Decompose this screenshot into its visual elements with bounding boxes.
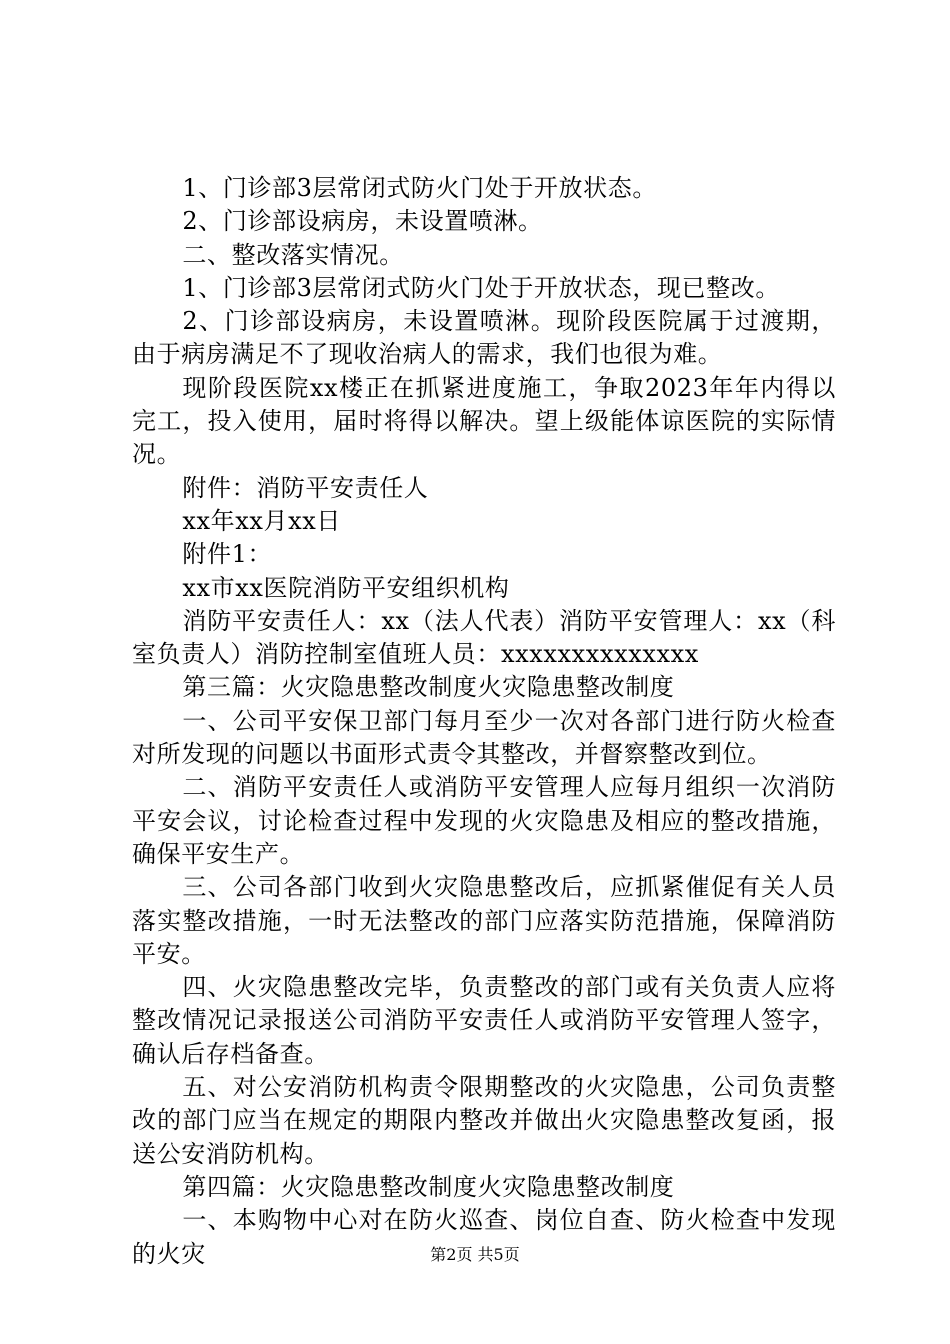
page-number: 第2页 共5页: [430, 1245, 520, 1264]
paragraph: 四、火灾隐患整改完毕，负责整改的部门或有关负责人应将整改情况记录报送公司消防平安责任人或消防平安管理人签字，确认后存档备查。: [132, 973, 836, 1068]
paragraph: 2、门诊部设病房，未设置喷淋。: [182, 207, 543, 236]
paragraph: 三、公司各部门收到火灾隐患整改后，应抓紧催促有关人员落实整改措施，一时无法整改的部门应落实防范措施，保障消防平安。: [132, 873, 836, 968]
date-line: xx年xx月xx日: [182, 506, 342, 535]
page-footer: [0, 1244, 950, 1266]
attachment-label: 附件1：: [182, 540, 273, 569]
paragraph: 消防平安责任人：xx（法人代表）消防平安管理人：xx（科室负责人）消防控制室值班人员：xxxxxxxxxxxxxx: [132, 606, 836, 669]
paragraph: 一、公司平安保卫部门每月至少一次对各部门进行防火检查对所发现的问题以书面形式责令其整改，并督察整改到位。: [132, 706, 836, 769]
section-heading: 二、整改落实情况。: [182, 240, 404, 269]
paragraph: 一、本购物中心对在防火巡查、岗位自查、防火检查中发现的火灾: [132, 1206, 836, 1268]
paragraph: 1、门诊部3层常闭式防火门处于开放状态。: [182, 174, 657, 202]
chapter-heading: 第三篇：火灾隐患整改制度火灾隐患整改制度: [182, 673, 675, 702]
paragraph: 五、对公安消防机构责令限期整改的火灾隐患，公司负责整改的部门应当在规定的期限内整改并做出火灾隐患整改复函，报送公安消防机构。: [132, 1073, 836, 1168]
attachment-line: 附件：消防平安责任人: [182, 473, 429, 502]
paragraph: 1、门诊部3层常闭式防火门处于开放状态，现已整改。: [182, 273, 780, 302]
paragraph: 二、消防平安责任人或消防平安管理人应每月组织一次消防平安会议，讨论检查过程中发现的火灾隐患及相应的整改措施，确保平安生产。: [132, 773, 836, 868]
organization-title: xx市xx医院消防平安组织机构: [182, 573, 510, 602]
paragraph: 2、门诊部设病房，未设置喷淋。现阶段医院属于过渡期，由于病房满足不了现收治病人的需求，我们也很为难。: [132, 307, 836, 369]
chapter-heading: 第四篇：火灾隐患整改制度火灾隐患整改制度: [182, 1172, 675, 1201]
paragraph: 现阶段医院xx楼正在抓紧进度施工，争取2023年年内得以完工，投入使用，届时将得以解决。望上级能体谅医院的实际情况。: [132, 373, 836, 469]
document-body: [132, 172, 836, 1271]
